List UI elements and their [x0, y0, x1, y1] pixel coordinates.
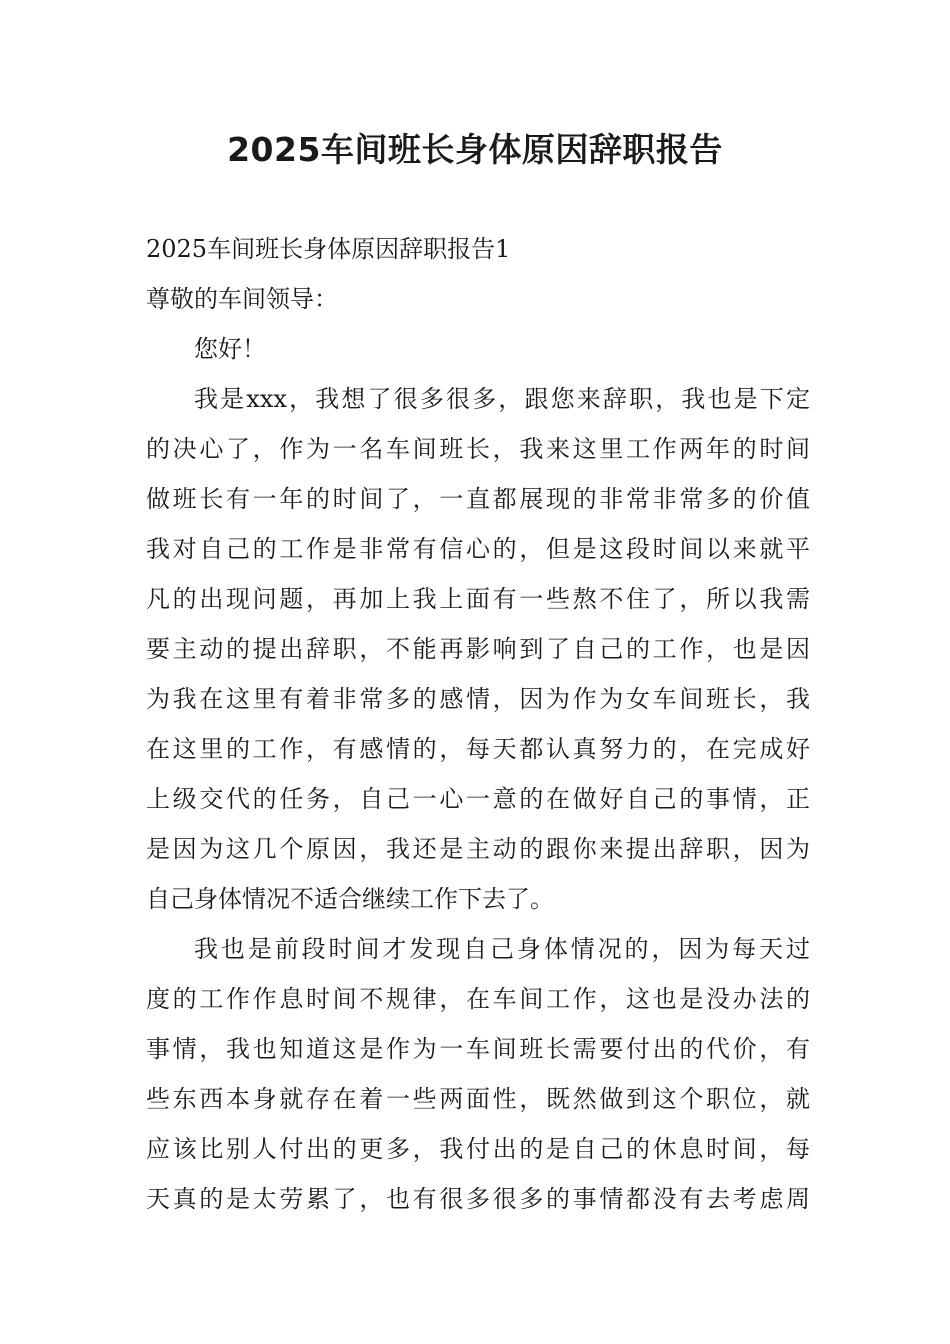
paragraph-line: 是因为这几个原因，我还是主动的跟你来提出辞职，因为 [146, 835, 810, 863]
paragraph-line: 我对自己的工作是非常有信心的，但是这段时间以来就平 [146, 535, 810, 563]
paragraph-line: 凡的出现问题，再加上我上面有一些熬不住了，所以我需 [146, 585, 810, 613]
paragraph-line: 事情，我也知道这是作为一车间班长需要付出的代价，有 [146, 1035, 810, 1063]
paragraph-line: 要主动的提出辞职，不能再影响到了自己的工作，也是因 [146, 635, 810, 663]
paragraph-line: 我是xxx，我想了很多很多，跟您来辞职，我也是下定 [194, 385, 810, 413]
greeting: 您好！ [194, 335, 266, 363]
section-heading: 2025车间班长身体原因辞职报告1 [146, 235, 511, 263]
document-title: 2025车间班长身体原因辞职报告 [227, 130, 723, 169]
paragraph-line: 为我在这里有着非常多的感情，因为作为女车间班长，我 [146, 685, 810, 713]
paragraph-line: 应该比别人付出的更多，我付出的是自己的休息时间，每 [146, 1135, 810, 1163]
paragraph-line: 上级交代的任务，自己一心一意的在做好自己的事情，正 [146, 785, 810, 813]
document-body [146, 224, 810, 1224]
paragraph-line: 自己身体情况不适合继续工作下去了。 [146, 885, 554, 913]
paragraph-line: 些东西本身就存在着一些两面性，既然做到这个职位，就 [146, 1085, 810, 1113]
paragraph-2 [146, 924, 810, 1224]
paragraph-line: 在这里的工作，有感情的，每天都认真努力的，在完成好 [146, 735, 810, 763]
paragraph-line: 我也是前段时间才发现自己身体情况的，因为每天过 [194, 935, 810, 963]
paragraph-line: 做班长有一年的时间了，一直都展现的非常非常多的价值 [146, 485, 810, 513]
paragraph-line: 的决心了，作为一名车间班长，我来这里工作两年的时间 [146, 435, 810, 463]
paragraph-1 [146, 374, 810, 924]
salutation: 尊敬的车间领导： [146, 285, 338, 313]
paragraph-line: 度的工作作息时间不规律，在车间工作，这也是没办法的 [146, 985, 810, 1013]
paragraph-line: 天真的是太劳累了，也有很多很多的事情都没有去考虑周 [146, 1185, 810, 1213]
